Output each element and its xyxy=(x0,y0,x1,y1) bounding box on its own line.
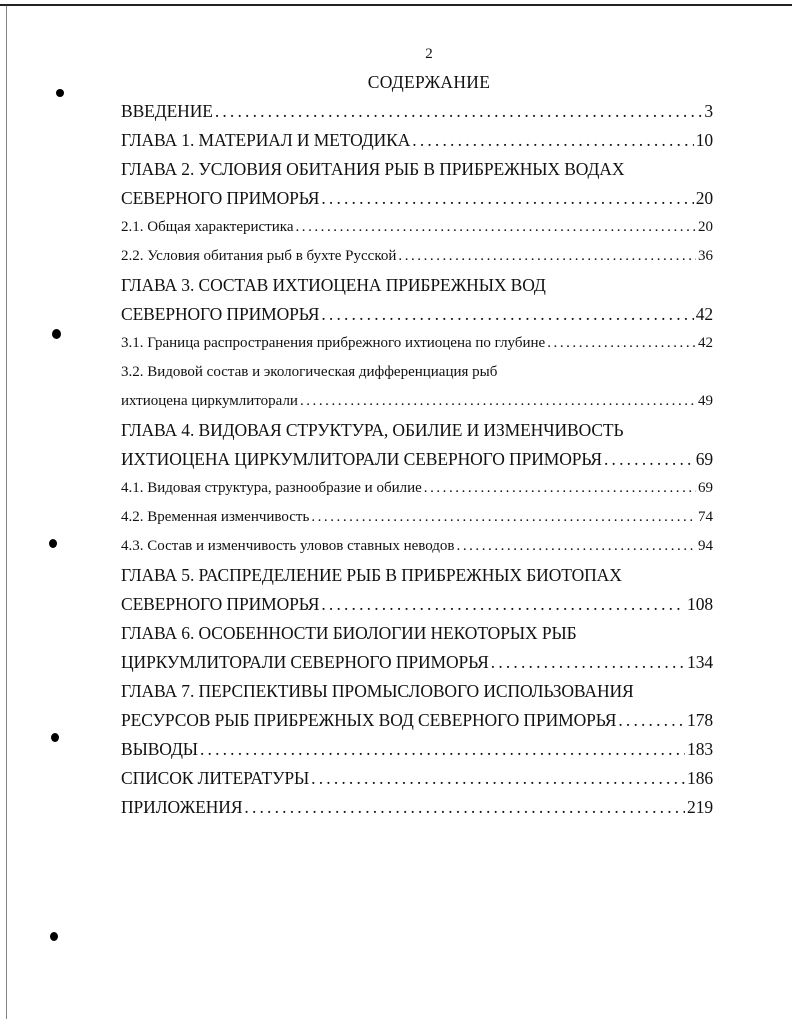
dot-leader xyxy=(321,184,693,213)
punch-hole-mark xyxy=(50,932,58,941)
dot-leader xyxy=(457,532,696,561)
toc-entry[interactable]: 3.2. Видовой состав и экологическая дифференциация рыб xyxy=(121,364,498,380)
toc-entry[interactable]: ЦИРКУМЛИТОРАЛИ СЕВЕРНОГО ПРИМОРЬЯ . . . 134 xyxy=(121,648,713,677)
toc-entry[interactable]: ВВЕДЕНИЕ . . . 3 xyxy=(121,97,713,126)
dot-leader xyxy=(618,706,685,735)
dot-leader xyxy=(244,793,685,822)
toc-entry[interactable]: ГЛАВА 3. СОСТАВ ИХТИОЦЕНА ПРИБРЕЖНЫХ ВОД xyxy=(121,275,546,295)
dot-leader xyxy=(398,242,696,271)
toc-entry[interactable]: ГЛАВА 7. ПЕРСПЕКТИВЫ ПРОМЫСЛОВОГО ИСПОЛЬЗОВАНИЯ xyxy=(121,681,634,701)
left-border-line xyxy=(6,5,7,1019)
dot-leader xyxy=(321,300,693,329)
toc-entry[interactable]: ГЛАВА 5. РАСПРЕДЕЛЕНИЕ РЫБ В ПРИБРЕЖНЫХ БИОТОПАХ xyxy=(121,565,622,585)
toc-entry[interactable]: 2.1. Общая характеристика . . . 20 xyxy=(121,213,713,242)
toc-entry[interactable]: ВЫВОДЫ . . . 183 xyxy=(121,735,713,764)
page-title: СОДЕРЖАНИЕ xyxy=(367,72,491,92)
punch-hole-mark xyxy=(52,329,61,339)
toc-entry[interactable]: СЕВЕРНОГО ПРИМОРЬЯ . . . 42 xyxy=(121,300,713,329)
toc-entry[interactable]: 4.1. Видовая структура, разнообразие и обилие . . . 69 xyxy=(121,474,713,503)
toc-entry[interactable]: РЕСУРСОВ РЫБ ПРИБРЕЖНЫХ ВОД СЕВЕРНОГО ПРИМОРЬЯ . . . 178 xyxy=(121,706,713,735)
toc-entry[interactable]: 2.2. Условия обитания рыб в бухте Русской . . . 36 xyxy=(121,242,713,271)
toc-entry[interactable]: ГЛАВА 1. МАТЕРИАЛ И МЕТОДИКА . . . 10 xyxy=(121,126,713,155)
dot-leader xyxy=(412,126,693,155)
toc-entry[interactable]: СЕВЕРНОГО ПРИМОРЬЯ . . . 108 xyxy=(121,590,713,619)
table-of-contents xyxy=(121,97,713,822)
dot-leader xyxy=(200,735,685,764)
dot-leader xyxy=(604,445,694,474)
top-border-line xyxy=(0,4,792,6)
dot-leader xyxy=(547,329,696,358)
toc-entry[interactable]: ПРИЛОЖЕНИЯ . . . 219 xyxy=(121,793,713,822)
dot-leader xyxy=(491,648,685,677)
toc-entry[interactable]: ИХТИОЦЕНА ЦИРКУМЛИТОРАЛИ СЕВЕРНОГО ПРИМОРЬЯ . . . 69 xyxy=(121,445,713,474)
toc-entry[interactable]: ихтиоцена циркумлиторали . . . 49 xyxy=(121,387,713,416)
dot-leader xyxy=(424,474,696,503)
toc-entry[interactable]: ГЛАВА 6. ОСОБЕННОСТИ БИОЛОГИИ НЕКОТОРЫХ РЫБ xyxy=(121,623,577,643)
dot-leader xyxy=(321,590,685,619)
dot-leader xyxy=(215,97,703,126)
punch-hole-mark xyxy=(49,539,57,548)
dot-leader xyxy=(311,503,696,532)
toc-entry[interactable]: ГЛАВА 4. ВИДОВАЯ СТРУКТУРА, ОБИЛИЕ И ИЗМЕНЧИВОСТЬ xyxy=(121,420,624,440)
page-number: 2 xyxy=(425,46,433,62)
dot-leader xyxy=(295,213,696,242)
toc-entry[interactable]: 4.2. Временная изменчивость . . . 74 xyxy=(121,503,713,532)
dot-leader xyxy=(311,764,685,793)
toc-entry[interactable]: ГЛАВА 2. УСЛОВИЯ ОБИТАНИЯ РЫБ В ПРИБРЕЖНЫХ ВОДАХ xyxy=(121,159,625,179)
toc-entry[interactable]: 4.3. Состав и изменчивость уловов ставных неводов . . . 94 xyxy=(121,532,713,561)
punch-hole-mark xyxy=(51,733,59,742)
dot-leader xyxy=(300,387,696,416)
toc-entry[interactable]: СПИСОК ЛИТЕРАТУРЫ . . . 186 xyxy=(121,764,713,793)
toc-entry[interactable]: 3.1. Граница распространения прибрежного ихтиоцена по глубине . . . 42 xyxy=(121,329,713,358)
toc-entry[interactable]: СЕВЕРНОГО ПРИМОРЬЯ . . . 20 xyxy=(121,184,713,213)
